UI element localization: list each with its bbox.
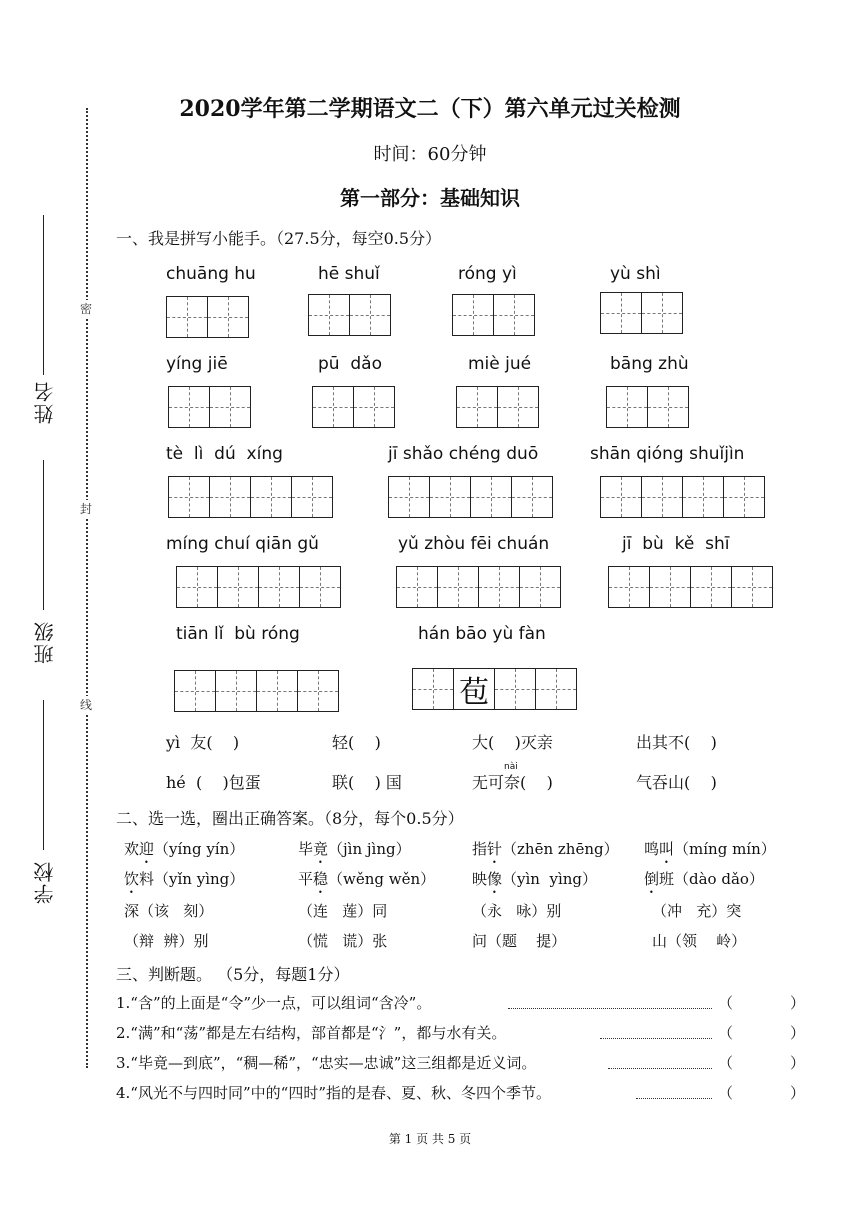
pinyin-label: chuāng hu [166,264,256,284]
choice-item[interactable]: （连 莲）同 [298,902,388,920]
section3-heading: 三、判断题。 （5分，每题1分） [116,965,350,984]
writing-grid[interactable] [176,566,341,608]
pinyin-label: miè jué [468,354,532,374]
dotted-leader [636,1098,712,1099]
judgement-question: 3.“毕竟—到底”，“稠—稀”，“忠实—忠诚”这三组都是近义词。 [116,1054,537,1072]
writing-grid[interactable] [174,670,339,712]
writing-grid[interactable] [608,566,773,608]
choice-item[interactable]: 欢迎（yíng yín） [124,840,245,858]
writing-grid[interactable] [600,292,683,334]
given-character: 苞 [453,668,495,710]
fill-blank-item[interactable]: 联( ) 国 [332,773,402,792]
answer-paren-close[interactable]: ） [790,1084,806,1102]
binding-dotted-line [86,108,88,1068]
writing-grid[interactable] [308,294,391,336]
part-title: 第一部分：基础知识 [340,186,520,210]
dotted-leader [600,1038,712,1039]
answer-paren-close[interactable]: ） [790,1024,806,1042]
writing-grid[interactable] [168,386,251,428]
pinyin-label: yíng jiē [166,354,228,374]
writing-grid[interactable] [452,294,535,336]
dotted-leader [508,1008,712,1009]
writing-grid[interactable] [166,296,249,338]
writing-grid[interactable] [168,476,333,518]
name-label: 姓名 [33,380,57,424]
class-blank-line [43,460,44,610]
pinyin-label: róng yì [458,264,517,284]
fill-blank-item[interactable]: hé ( )包蛋 [166,773,261,792]
pinyin-label: hē shuǐ [318,264,380,284]
choice-item[interactable]: （冲 充）突 [652,902,742,920]
pinyin-label: bāng zhù [610,354,689,374]
choice-item[interactable]: 毕竟（jìn jìng） [298,840,411,858]
choice-item[interactable]: （慌 谎）张 [298,932,388,950]
writing-grid[interactable] [412,668,577,710]
section2-heading: 二、选一选，圈出正确答案。（8分，每个0.5分） [116,809,464,828]
writing-grid[interactable] [388,476,553,518]
answer-paren-close[interactable]: ） [790,1054,806,1072]
answer-paren-open[interactable]: （ [718,1084,734,1102]
answer-paren-open[interactable]: （ [718,1054,734,1072]
choice-item[interactable]: （辩 辨）别 [124,932,209,950]
choice-item[interactable]: 问（题 提） [472,932,567,950]
writing-grid[interactable] [600,476,765,518]
fill-blank-item[interactable]: 轻( ) [332,733,381,752]
name-blank-line [43,215,44,375]
choice-item[interactable]: 指针（zhēn zhēng） [472,840,619,858]
choice-item[interactable]: 鸣叫（míng mín） [644,840,776,858]
judgement-question: 1.“含”的上面是“令”少一点，可以组词“含冷”。 [116,994,432,1012]
writing-grid[interactable] [606,386,689,428]
seal-char-xian: 线 [80,698,93,712]
fill-blank-item[interactable]: 气吞山( ) [636,773,717,792]
choice-item[interactable]: 平稳（wěng wěn） [298,870,436,888]
ruby-pinyin: nài [504,762,518,772]
writing-grid[interactable] [456,386,539,428]
exam-title: 2020学年第二学期语文二（下）第六单元过关检测 [179,96,681,122]
answer-paren-open[interactable]: （ [718,1024,734,1042]
section1-heading: 一、我是拼写小能手。（27.5分，每空0.5分） [116,229,442,248]
pinyin-label: jī shǎo chéng duō [388,444,539,464]
dotted-leader [608,1068,712,1069]
fill-blank-item[interactable]: 出其不( ) [636,733,717,752]
pinyin-label: míng chuí qiān gǔ [166,534,319,554]
choice-item[interactable]: 深（该 刻） [124,902,214,920]
pinyin-label: tè lì dú xíng [166,444,283,464]
fill-blank-item[interactable]: 大( )灭亲 [472,733,553,752]
class-label: 班级 [33,620,57,664]
school-blank-line [43,700,44,850]
pinyin-label: shān qióng shuǐjìn [590,444,745,464]
seal-char-mi: 密 [80,302,93,316]
choice-item[interactable]: 山（领 岭） [652,932,747,950]
fill-blank-item[interactable]: 无可奈( ) [472,773,553,792]
choice-item[interactable]: 饮料（yǐn yìng） [124,870,245,888]
choice-item[interactable]: 映像（yìn yìng） [472,870,598,888]
writing-grid[interactable] [396,566,561,608]
page-footer: 第 1 页 共 5 页 [388,1132,472,1146]
judgement-question: 2.“满”和“荡”都是左右结构，部首都是“氵”，都与水有关。 [116,1024,507,1042]
pinyin-label: jī bù kě shī [622,534,730,554]
exam-time: 时间：60分钟 [373,144,487,165]
fill-blank-item[interactable]: yì 友( ) [166,733,240,752]
pinyin-label: yǔ zhòu fēi chuán [398,534,550,554]
answer-paren-close[interactable]: ） [790,994,806,1012]
choice-item[interactable]: （永 咏）别 [472,902,562,920]
judgement-question: 4.“风光不与四时同”中的“四时”指的是春、夏、秋、冬四个季节。 [116,1084,551,1102]
pinyin-label: hán bāo yù fàn [418,624,546,644]
choice-item[interactable]: 倒班（dào dǎo） [644,870,764,888]
pinyin-label: yù shì [610,264,661,284]
writing-grid[interactable] [312,386,395,428]
school-label: 学校 [33,860,57,904]
seal-char-feng: 封 [80,502,93,516]
pinyin-label: tiān lǐ bù róng [176,624,300,644]
pinyin-label: pū dǎo [318,354,382,374]
answer-paren-open[interactable]: （ [718,994,734,1012]
